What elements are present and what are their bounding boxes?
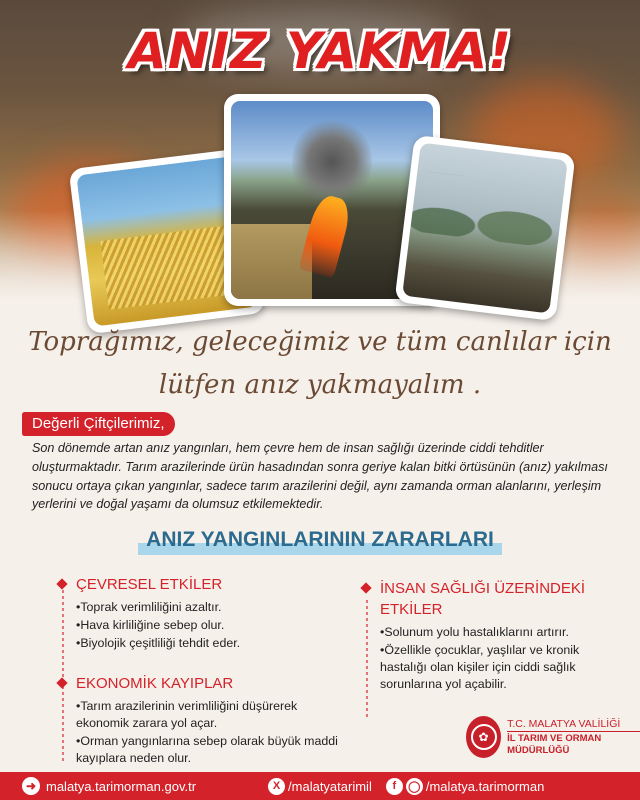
footer-bar [0,772,640,800]
logo-line1: T.C. MALATYA VALİLİĞİ [507,717,621,730]
instagram-icon[interactable]: ◯ [406,778,423,795]
health-effects-block [362,578,622,694]
economic-losses-block [58,673,338,768]
emblem-icon: ✿ [466,716,501,758]
section-title [0,528,640,555]
website-link[interactable]: malatya.tarimorman.gov.tr [46,778,197,794]
tagline-line2: lütfen anız yakmayalım . [158,370,482,400]
diamond-bullet-icon [56,578,67,589]
smoke-field-photo [394,135,575,321]
environmental-effects-block [58,574,338,653]
diamond-bullet-icon [360,582,371,593]
greeting-label: Değerli Çiftçilerimiz, [22,412,175,436]
x-handle-link[interactable]: /malatyatarimil [288,778,372,794]
section-title-text: ANIZ YANGINLARININ ZARARLARI [138,528,502,555]
block-title: ÇEVRESEL ETKİLER [76,576,223,593]
diamond-bullet-icon [56,677,67,688]
block-title: İNSAN SAĞLIĞI ÜZERİNDEKİ ETKİLER [380,580,586,618]
x-icon[interactable]: X [268,778,285,795]
facebook-icon[interactable]: f [386,778,403,795]
headline: ANIZ YAKMA! [128,22,512,80]
list-item: •Hava kirliliğine sebep olur. [76,618,225,632]
list-item: •Özellikle çocuklar, yaşlılar ve kronik hastalığı olan kişiler için ciddi sağlık sorunlarına yol açabilir. [380,643,580,691]
block-title: EKONOMİK KAYIPLAR [76,675,234,692]
logo-line2: İL TARIM VE ORMAN MÜDÜRLÜĞÜ [507,731,640,757]
list-item: •Toprak verimliliğini azaltır. [76,600,222,614]
ministry-logo [466,716,640,758]
intro-paragraph: Son dönemde artan anız yangınları, hem çevre hem de insan sağlığı üzerinde ciddi tehditler oluşturmaktadır. Tarım arazilerinde ürün hasadından sonra geriye kalan bitki örtüsünün (anız) yakılması sonucu ortaya çıkan yangınlar, sadece tarım arazilerini değil, aynı zamanda orman alanlarını, yerleşim yerlerini ve doğal yaşamı da olumsuz etkilemektedir. [32,441,608,512]
list-item: •Biyolojik çeşitliliği tehdit eder. [76,636,241,650]
social-handle-link[interactable]: /malatya.tarimorman [425,778,545,794]
tagline-line1: Toprağımız, geleceğimiz ve tüm canlılar için [28,327,612,357]
list-item: •Solunum yolu hastalıklarını artırır. [380,625,569,639]
list-item: •Tarım arazilerinin verimliliğini düşürerek ekonomik zarara yol açar. [76,699,298,730]
list-item: •Orman yangınlarına sebep olarak büyük maddi kayıplara neden olur. [76,734,338,765]
arrow-right-icon: ➜ [22,777,40,795]
